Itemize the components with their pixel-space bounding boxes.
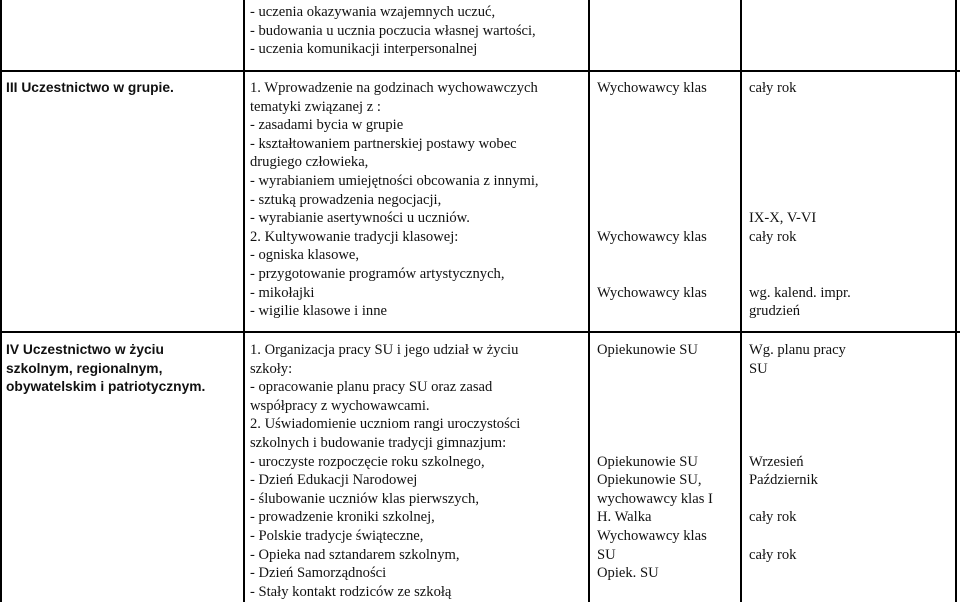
- timing-line: Wrzesień: [749, 453, 804, 470]
- description-line: - opracowanie planu pracy SU oraz zasad: [250, 379, 493, 396]
- responsible-line: Opiekunowie SU,: [597, 472, 702, 489]
- description-line: - ślubowanie uczniów klas pierwszych,: [250, 490, 479, 507]
- table-border-right: [955, 0, 957, 602]
- responsible-line: Opiek. SU: [597, 565, 659, 582]
- row-divider-2: [0, 331, 960, 333]
- row3-responsible: [597, 79, 707, 302]
- description-line: - wyrabianie asertywności u uczniów.: [250, 210, 470, 227]
- description-line: - mikołajki: [250, 284, 315, 301]
- timing-line: grudzień: [749, 303, 801, 320]
- description-line: - Opieka nad sztandarem szkolnym,: [250, 546, 460, 563]
- timing-line: cały rok: [749, 80, 797, 96]
- row3-description: [250, 79, 539, 321]
- row4-description: [250, 341, 520, 601]
- description-line: - uczenia okazywania wzajemnych uczuć,: [250, 4, 496, 20]
- timing-line: Październik: [749, 472, 818, 489]
- description-line: - zasadami bycia w grupie: [250, 117, 404, 134]
- description-line: - sztuką prowadzenia negocjacji,: [250, 191, 442, 208]
- timing-line: wg. kalend. impr.: [749, 284, 851, 301]
- description-line: 2. Uświadomienie uczniom rangi uroczystości: [250, 416, 521, 433]
- description-line: drugiego człowieka,: [250, 154, 369, 171]
- description-line: - Dzień Samorządności: [250, 565, 387, 582]
- description-line: - uczenia komunikacji interpersonalnej: [250, 41, 478, 58]
- description-line: szkolnych i budowanie tradycji gimnazjum:: [250, 434, 507, 451]
- description-line: - wigilie klasowe i inne: [250, 303, 387, 320]
- description-line: - przygotowanie programów artystycznych,: [250, 265, 505, 282]
- description-line: - Stały kontakt rodziców ze szkołą: [250, 583, 452, 600]
- description-line: 1. Organizacja pracy SU i jego udział w życiu: [250, 342, 519, 358]
- responsible-line: Opiekunowie SU: [597, 453, 698, 470]
- responsible-line: Wychowawcy klas: [597, 284, 707, 301]
- description-line: - budowania u ucznia poczucia własnej wartości,: [250, 22, 536, 39]
- row-divider-1: [0, 70, 960, 72]
- responsible-line: H. Walka: [597, 509, 652, 526]
- description-line: współpracy z wychowawcami.: [250, 397, 430, 414]
- description-line: 1. Wprowadzenie na godzinach wychowawczych: [250, 80, 538, 96]
- responsible-line: Wychowawcy klas: [597, 228, 707, 245]
- description-line: - Polskie tradycje świąteczne,: [250, 527, 424, 544]
- column-divider-3: [740, 0, 742, 602]
- row4-timing: [749, 341, 846, 564]
- responsible-line: Wychowawcy klas: [597, 80, 707, 96]
- timing-line: cały rok: [749, 546, 797, 563]
- description-line: - Dzień Edukacji Narodowej: [250, 472, 418, 489]
- responsible-line: wychowawcy klas I: [597, 490, 713, 507]
- column-divider-2: [588, 0, 590, 602]
- row4-title: [6, 341, 205, 397]
- description-line: - ogniska klasowe,: [250, 247, 360, 264]
- description-line: - kształtowaniem partnerskiej postawy wobec: [250, 135, 517, 152]
- responsible-line: Wychowawcy klas: [597, 527, 707, 544]
- row4-responsible: [597, 341, 713, 583]
- timing-line: SU: [749, 360, 768, 377]
- description-line: - uroczyste rozpoczęcie roku szkolnego,: [250, 453, 485, 470]
- row3-title: [6, 79, 174, 98]
- description-line: tematyki związanej z :: [250, 98, 381, 115]
- row-title-line: IV Uczestnictwo w życiu: [6, 342, 164, 357]
- row-title-line: obywatelskim i patriotycznym.: [6, 379, 206, 395]
- timing-line: Wg. planu pracy: [749, 342, 846, 358]
- description-line: - wyrabianiem umiejętności obcowania z innymi,: [250, 172, 539, 189]
- responsible-line: Opiekunowie SU: [597, 342, 698, 358]
- description-line: 2. Kultywowanie tradycji klasowej:: [250, 228, 459, 245]
- timing-line: cały rok: [749, 509, 797, 526]
- column-divider-1: [243, 0, 245, 602]
- responsible-line: SU: [597, 546, 616, 563]
- timing-line: IX-X, V-VI: [749, 210, 817, 227]
- description-line: - prowadzenie kroniki szkolnej,: [250, 509, 435, 526]
- description-line: szkoły:: [250, 360, 293, 377]
- top-continuation-description: [250, 3, 536, 59]
- timing-line: cały rok: [749, 228, 797, 245]
- row-title-line: szkolnym, regionalnym,: [6, 360, 163, 376]
- row3-timing: [749, 79, 851, 321]
- row-title: III Uczestnictwo w grupie.: [6, 80, 174, 95]
- table-border-left: [0, 0, 2, 602]
